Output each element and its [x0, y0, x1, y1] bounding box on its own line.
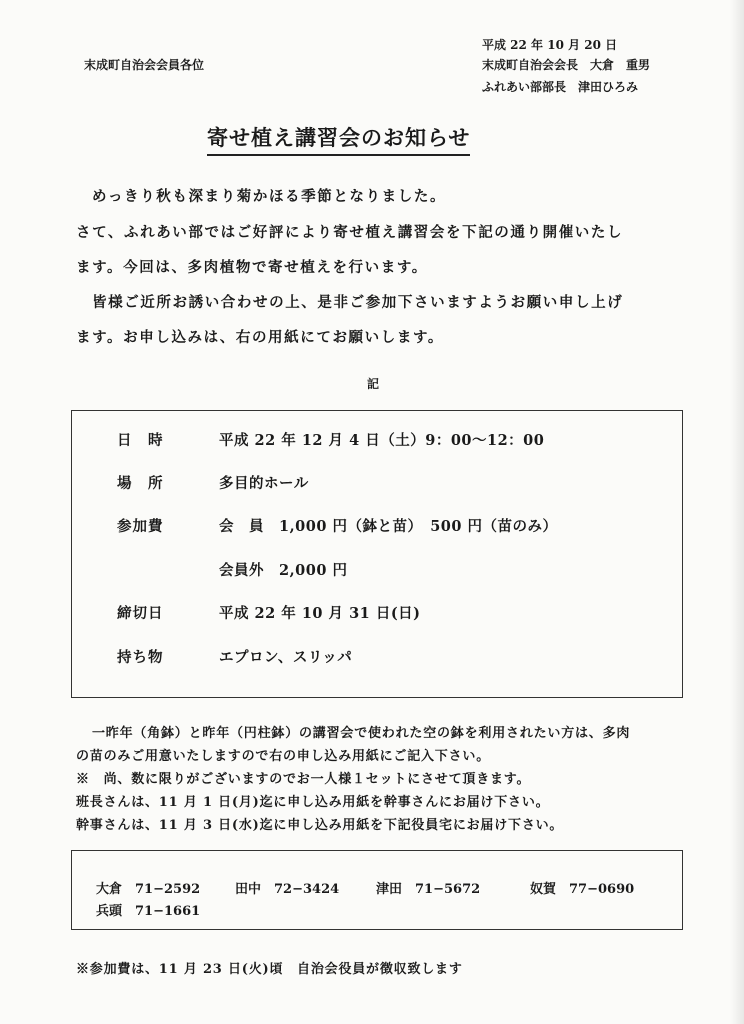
paragraph-announcement-line2: ます。今回は、多肉植物で寄せ植えを行います。 — [76, 259, 428, 276]
paragraph-greeting: めっきり秋も深まり菊かほる季節となりました。 — [92, 188, 447, 205]
paragraph-invitation-line1: 皆様ご近所お誘い合わせの上、是非ご参加下さいますようお願い申し上げ — [92, 294, 624, 311]
page-title: 寄せ植え講習会のお知らせ — [207, 122, 470, 156]
fee-nonmember-value: 会員外 2,000 円 — [219, 562, 348, 579]
note-pots-line2: の苗のみご用意いたしますので右の申し込み用紙にご記入下さい。 — [76, 749, 491, 764]
issue-date: 平成 22 年 10 月 20 日 — [482, 38, 618, 52]
datetime-label: 日 時 — [117, 432, 164, 449]
datetime-value: 平成 22 年 12 月 4 日（土）9：00〜12：00 — [219, 432, 545, 449]
paragraph-invitation-line2: ます。お申し込みは、右の用紙にてお願いします。 — [76, 329, 444, 346]
note-secretary: 幹事さんは、11 月 3 日(水)迄に申し込み用紙を下記役員宅にお届け下さい。 — [76, 818, 564, 833]
contact-tsuda: 津田 71−5672 — [376, 882, 481, 897]
addressee: 末成町自治会会員各位 — [84, 58, 205, 72]
note-pots-line1: 一昨年（角鉢）と昨年（円柱鉢）の講習会で使われた空の鉢を利用されたい方は、多肉 — [92, 726, 631, 741]
contact-okura: 大倉 71−2592 — [96, 882, 201, 897]
sender-chairman: 末成町自治会会長 大倉 重男 — [482, 58, 651, 72]
bring-value: エプロン、スリッパ — [219, 649, 353, 666]
contacts-box — [71, 850, 683, 930]
note-limit: ※ 尚、数に限りがございますのでお一人様１セットにさせて頂きます。 — [76, 772, 531, 787]
fee-member-value: 会 員 1,000 円（鉢と苗） 500 円（苗のみ） — [219, 518, 558, 535]
bring-label: 持ち物 — [117, 649, 164, 666]
fee-label: 参加費 — [117, 518, 164, 535]
paragraph-announcement-line1: さて、ふれあい部ではご好評により寄せ植え講習会を下記の通り開催いたし — [76, 224, 624, 241]
contact-nuka: 奴賀 77−0690 — [530, 882, 635, 897]
deadline-value: 平成 22 年 10 月 31 日(日) — [219, 605, 421, 622]
contact-hyodo: 兵頭 71−1661 — [96, 904, 201, 919]
footer-fee-note: ※参加費は、11 月 23 日(火)頃 自治会役員が徴収致します — [76, 962, 463, 977]
note-group-leader: 班長さんは、11 月 1 日(月)迄に申し込み用紙を幹事さんにお届け下さい。 — [76, 795, 550, 810]
place-value: 多目的ホール — [219, 475, 309, 492]
scan-edge-shadow — [730, 0, 744, 1024]
place-label: 場 所 — [117, 475, 164, 492]
deadline-label: 締切日 — [117, 605, 164, 622]
sender-department-head: ふれあい部部長 津田ひろみ — [482, 80, 639, 94]
ki-heading: 記 — [367, 377, 380, 391]
details-box — [71, 410, 683, 698]
contact-tanaka: 田中 72−3424 — [235, 882, 340, 897]
